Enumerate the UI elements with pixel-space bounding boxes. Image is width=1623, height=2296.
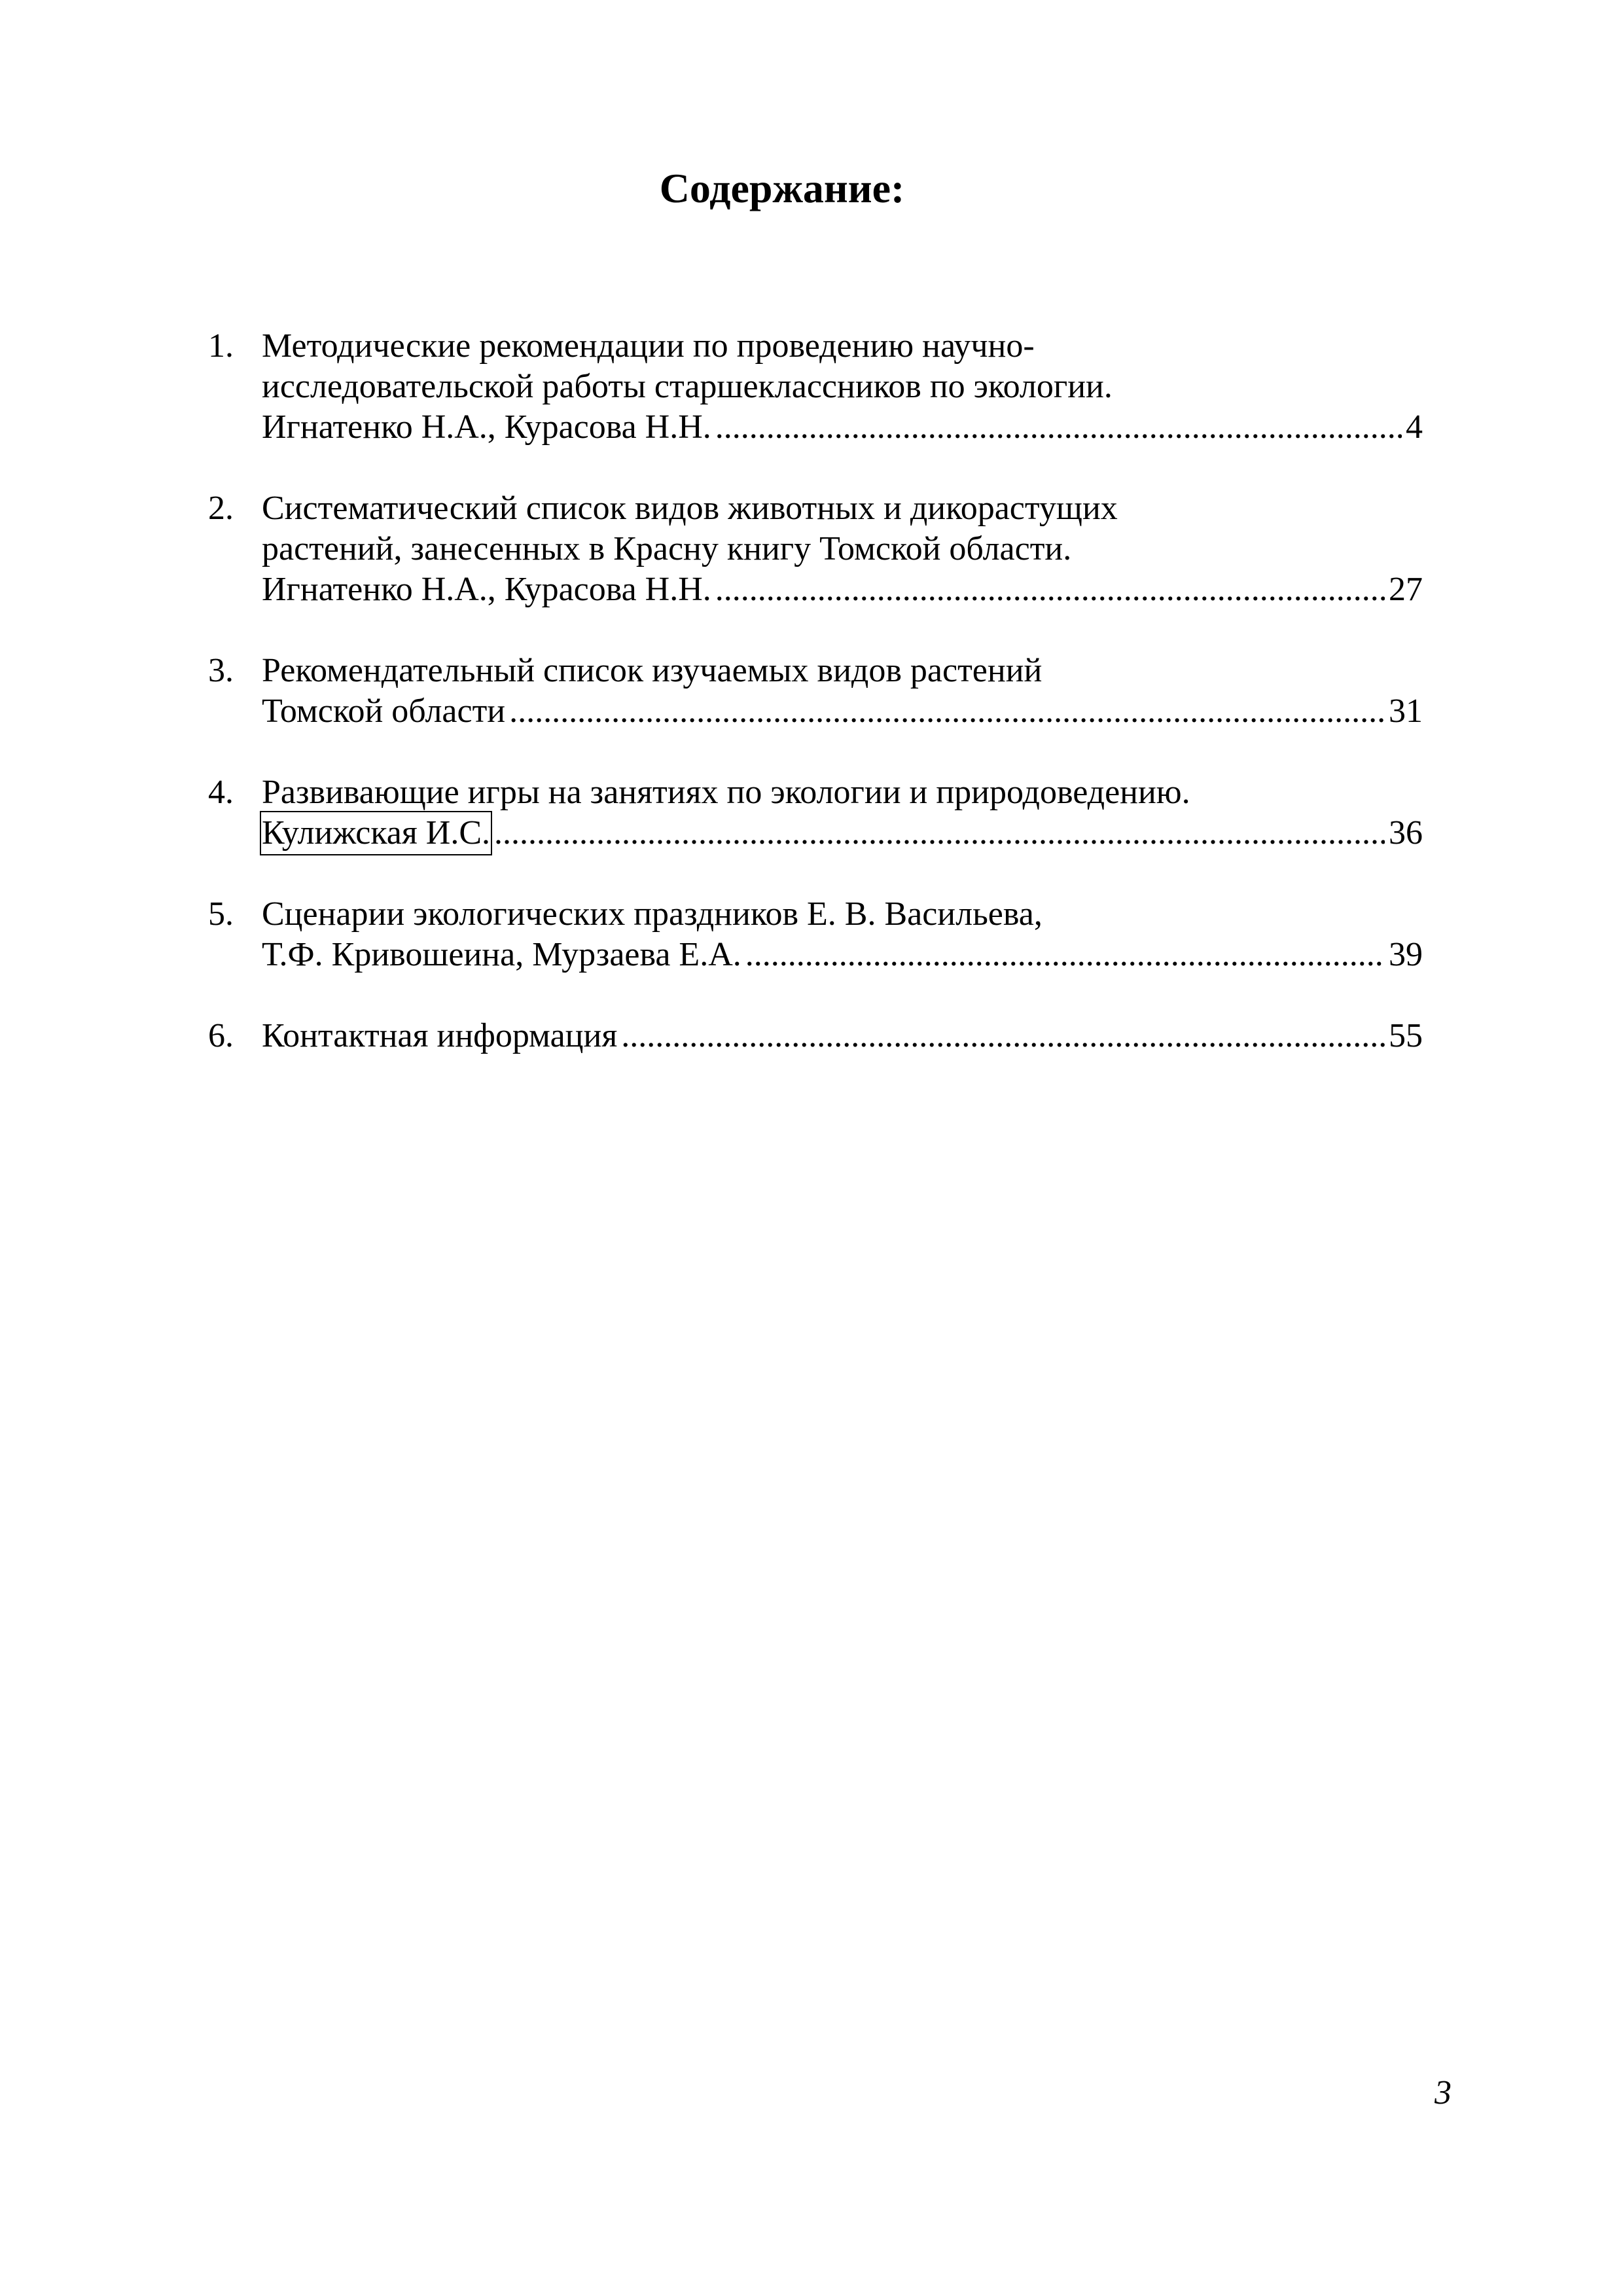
toc-item-6 [208, 1016, 1423, 1056]
toc-item-page: 4 [1406, 408, 1423, 446]
toc-item-5 [208, 894, 1423, 975]
toc-leader-dots [745, 935, 1385, 975]
toc-item-authors-selected[interactable]: Кулижская И.С. [262, 813, 490, 853]
toc-item-title-continuation: Томской области [262, 692, 506, 730]
toc-item-title-line: растений, занесенных в Красну книгу Томской области. [262, 530, 1072, 567]
toc-leader-dots [621, 1016, 1385, 1056]
toc-item-title-line: Методические рекомендации по проведению научно- [262, 327, 1035, 365]
toc-item-number: 1. [208, 327, 234, 365]
toc-item-title-line: исследовательской работы старшеклассников по экологии. [262, 368, 1113, 405]
toc-item-1 [208, 326, 1423, 448]
toc-item-number: 4. [208, 774, 234, 811]
toc-item-3 [208, 651, 1423, 732]
toc-item-authors: Игнатенко Н.А., Курасова Н.Н. [262, 571, 711, 608]
toc-item-title-line: Сценарии экологических праздников Е. В. Васильева, [262, 895, 1043, 933]
toc-leader-dots [509, 691, 1385, 732]
toc-item-entry-line [262, 569, 1423, 610]
toc-item-entry-line [262, 1016, 1423, 1056]
toc-item-title-line: Рекомендательный список изучаемых видов растений [262, 652, 1043, 689]
toc-item-entry-line [262, 935, 1423, 975]
toc-item-page: 31 [1389, 692, 1423, 730]
toc-item-number: 2. [208, 490, 234, 527]
toc-item-page: 36 [1389, 814, 1423, 852]
toc-item-number: 5. [208, 895, 234, 933]
toc-item-number: 3. [208, 652, 234, 689]
toc-item-2 [208, 488, 1423, 610]
toc-item-page: 55 [1389, 1017, 1423, 1054]
toc-leader-dots [494, 813, 1385, 853]
toc-item-entry-line [262, 407, 1423, 448]
table-of-contents [208, 326, 1423, 1097]
toc-item-4 [208, 772, 1423, 853]
toc-item-title-line: Систематический список видов животных и дикорастущих [262, 490, 1118, 527]
toc-item-entry-line [262, 691, 1423, 732]
toc-item-authors: Т.Ф. Кривошеина, Мурзаева Е.А. [262, 936, 741, 973]
toc-item-title: Контактная информация [262, 1017, 618, 1054]
toc-item-title-line: Развивающие игры на занятиях по экологии и природоведению. [262, 774, 1190, 811]
toc-item-page: 27 [1389, 571, 1423, 608]
toc-item-page: 39 [1389, 936, 1423, 973]
toc-item-number: 6. [208, 1017, 234, 1054]
toc-item-authors: Игнатенко Н.А., Курасова Н.Н. [262, 408, 711, 446]
toc-leader-dots [715, 407, 1402, 448]
page-title: Содержание: [659, 165, 905, 211]
page-number: 3 [1435, 2074, 1452, 2111]
toc-item-entry-line [262, 813, 1423, 853]
toc-leader-dots [715, 569, 1385, 610]
